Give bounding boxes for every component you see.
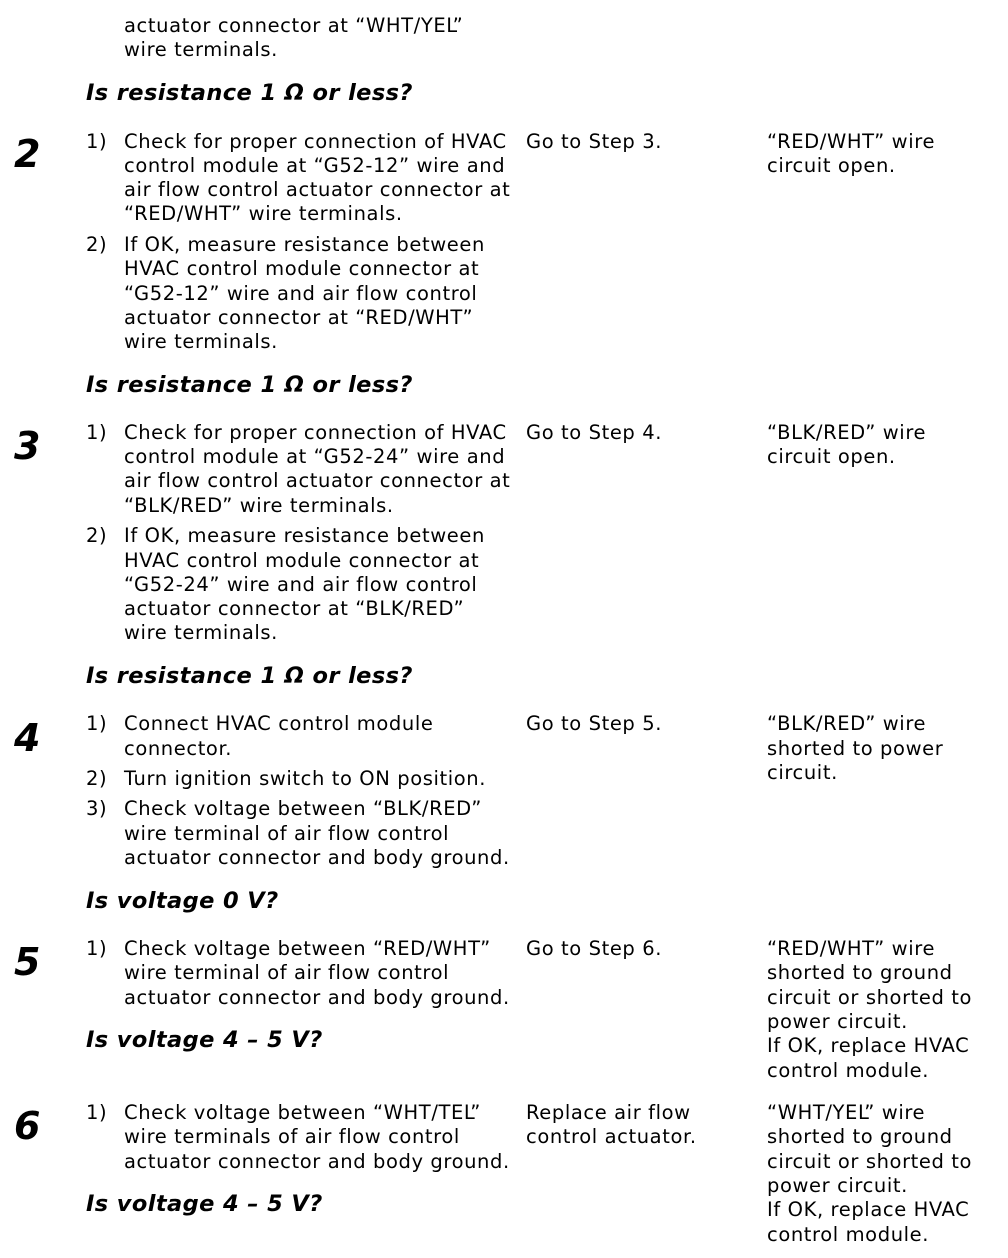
item-line: Turn ignition switch to ON position.: [124, 767, 487, 790]
yes-action: control actuator.: [526, 1125, 697, 1148]
item-line: HVAC control module connector at: [124, 549, 480, 572]
item-line: “G52-12” wire and air flow control: [124, 282, 478, 305]
yes-action: Go to Step 3.: [526, 130, 663, 153]
item-line: wire terminals.: [124, 621, 278, 644]
item-line: HVAC control module connector at: [124, 257, 480, 280]
item-line: actuator connector at “RED/WHT”: [124, 306, 474, 329]
no-action: If OK, replace HVAC: [767, 1198, 970, 1221]
yes-action: Replace air flow: [526, 1101, 691, 1124]
item-line: “RED/WHT” wire terminals.: [124, 202, 403, 225]
step-number: 4: [14, 716, 41, 760]
item-line: If OK, measure resistance between: [124, 233, 485, 256]
item-line: Connect HVAC control module: [124, 712, 434, 735]
item-line: Check voltage between “WHT/TEL”: [124, 1101, 481, 1124]
step-question: Is voltage 0 V?: [86, 888, 279, 914]
step-number: 5: [14, 940, 41, 984]
no-action: “BLK/RED” wire: [767, 421, 927, 444]
yes-action: Go to Step 5.: [526, 712, 663, 735]
item-line: wire terminals.: [124, 330, 278, 353]
no-action: “WHT/YEL” wire: [767, 1101, 926, 1124]
item-line: wire terminals of air flow control: [124, 1125, 460, 1148]
yes-action: Go to Step 6.: [526, 937, 663, 960]
no-action: circuit or shorted to: [767, 986, 973, 1009]
item-number: 1): [86, 712, 108, 735]
item-line: Check voltage between “RED/WHT”: [124, 937, 491, 960]
no-action: If OK, replace HVAC: [767, 1034, 970, 1057]
item-line: “BLK/RED” wire terminals.: [124, 494, 394, 517]
item-line: actuator connector and body ground.: [124, 986, 510, 1009]
step-number: 6: [14, 1104, 41, 1148]
item-line: actuator connector and body ground.: [124, 846, 510, 869]
item-line: “G52-24” wire and air flow control: [124, 573, 478, 596]
item-line: Check voltage between “BLK/RED”: [124, 797, 482, 820]
item-line: wire terminal of air flow control: [124, 822, 450, 845]
no-action: shorted to ground: [767, 961, 953, 984]
no-action: power circuit.: [767, 1174, 908, 1197]
no-action: circuit open.: [767, 445, 896, 468]
item-number: 2): [86, 524, 108, 547]
no-action: “RED/WHT” wire: [767, 937, 936, 960]
item-number: 1): [86, 421, 108, 444]
item-line: air flow control actuator connector at: [124, 178, 511, 201]
item-number: 1): [86, 130, 108, 153]
yes-action: Go to Step 4.: [526, 421, 663, 444]
item-number: 2): [86, 233, 108, 256]
item-line: actuator connector and body ground.: [124, 1150, 510, 1173]
item-number: 2): [86, 767, 108, 790]
no-action: “BLK/RED” wire: [767, 712, 927, 735]
step-number: 2: [14, 132, 41, 176]
item-number: 3): [86, 797, 108, 820]
step-number: 3: [14, 424, 41, 468]
no-action: control module.: [767, 1059, 930, 1082]
step-question: Is voltage 4 – 5 V?: [86, 1027, 323, 1053]
item-line: actuator connector at “BLK/RED”: [124, 597, 465, 620]
item-line: wire terminal of air flow control: [124, 961, 450, 984]
no-action: shorted to power: [767, 737, 944, 760]
no-action: circuit open.: [767, 154, 896, 177]
no-action: “RED/WHT” wire: [767, 130, 936, 153]
no-action: shorted to ground: [767, 1125, 953, 1148]
intro-line: wire terminals.: [124, 38, 278, 61]
step-question: Is voltage 4 – 5 V?: [86, 1191, 323, 1217]
no-action: circuit.: [767, 761, 838, 784]
intro-question: Is resistance 1 Ω or less?: [86, 80, 413, 106]
step-question: Is resistance 1 Ω or less?: [86, 372, 413, 398]
item-line: control module at “G52-12” wire and: [124, 154, 506, 177]
item-line: If OK, measure resistance between: [124, 524, 485, 547]
item-number: 1): [86, 937, 108, 960]
no-action: circuit or shorted to: [767, 1150, 973, 1173]
intro-line: actuator connector at “WHT/YEL”: [124, 14, 464, 37]
item-line: connector.: [124, 737, 233, 760]
item-number: 1): [86, 1101, 108, 1124]
step-question: Is resistance 1 Ω or less?: [86, 663, 413, 689]
item-line: air flow control actuator connector at: [124, 469, 511, 492]
item-line: Check for proper connection of HVAC: [124, 421, 507, 444]
item-line: Check for proper connection of HVAC: [124, 130, 507, 153]
item-line: control module at “G52-24” wire and: [124, 445, 506, 468]
no-action: control module.: [767, 1223, 930, 1246]
no-action: power circuit.: [767, 1010, 908, 1033]
